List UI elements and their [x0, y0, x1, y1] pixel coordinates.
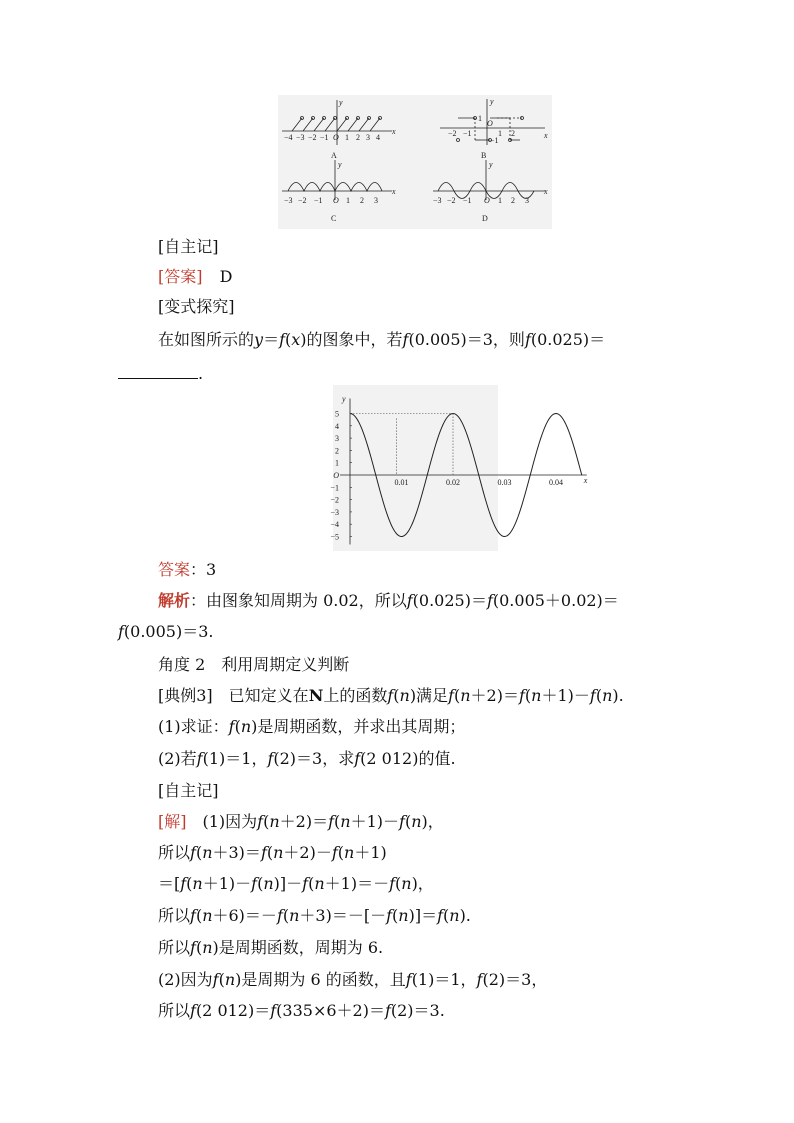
sine-y-tick: −2: [330, 495, 339, 505]
panel-c-tick: 3: [374, 196, 378, 205]
panel-c-origin: O: [333, 196, 339, 205]
s2-text: ＋3)＝: [212, 843, 261, 862]
ex-text: (: [393, 686, 400, 705]
s3-text: ＋1)＝－: [324, 874, 390, 893]
ex-text: ＋2)＝: [470, 686, 519, 705]
solution-line-6: [158, 970, 547, 990]
s1-text: ＋1)－: [350, 812, 400, 831]
analysis-text: f: [406, 591, 413, 610]
s7-text: f: [190, 1001, 196, 1020]
sine-y-tick: −3: [330, 507, 339, 517]
p1-text: n: [240, 717, 252, 736]
s4-text: ).: [459, 906, 471, 925]
panel-a-tick: 4: [376, 133, 380, 142]
s3-text: (: [395, 874, 402, 893]
sine-x-label: x: [583, 476, 588, 485]
ex-text: n: [602, 686, 613, 705]
p2-text: (2)＝3，求: [273, 749, 355, 768]
s4-text: f: [437, 906, 443, 925]
s3-text: )]－: [273, 874, 303, 893]
analysis-text: (0.005)＝3.: [123, 622, 214, 641]
self-note-1: [自主记]: [158, 237, 219, 256]
sine-chart-bg: [333, 385, 498, 551]
s1-text: )，: [421, 812, 444, 831]
ex-text: n: [531, 686, 542, 705]
panel-c-tick: −3: [284, 196, 293, 205]
p2-text: (1)＝1，: [202, 749, 268, 768]
p1-text: f: [228, 717, 235, 736]
s2-text: f: [331, 843, 338, 862]
panel-d-tick: −2: [447, 196, 456, 205]
figure-options-bg: [278, 95, 552, 229]
p2-text: (2 012)的值.: [360, 749, 456, 768]
question-line: [158, 330, 605, 350]
s6-text: (1)＝1，: [411, 970, 477, 989]
p2-text: f: [196, 749, 203, 768]
s3-text: f: [180, 874, 187, 893]
q-text: f: [402, 330, 409, 349]
s4-text: )]＝: [408, 906, 438, 925]
s7-text: (2 012)＝: [195, 1001, 271, 1020]
answer-blank-line: [118, 362, 203, 384]
s5-text: )是周期函数，周期为 6.: [212, 938, 384, 957]
s3-text: f: [251, 874, 258, 893]
s2-text: ＋2)－: [283, 843, 332, 862]
ex-text: 上的函数: [323, 686, 388, 705]
ex-text: N: [308, 686, 324, 705]
panel-a-tick: −4: [284, 133, 293, 142]
panel-a-tick: −2: [308, 133, 317, 142]
s1-text: f: [257, 812, 264, 831]
s4-text: f: [276, 906, 283, 925]
s4-text: ＋6)＝－: [212, 906, 277, 925]
ex-text: (: [595, 686, 603, 705]
analysis-line-1: [158, 591, 619, 611]
s6-text: )是周期为 6 的函数，且: [235, 970, 406, 989]
panel-d-tick: 3: [525, 196, 529, 205]
analysis-text: f: [118, 622, 124, 641]
panel-a-label: A: [331, 151, 337, 160]
panel-b-x-label: x: [544, 131, 548, 140]
s1-text: f: [399, 812, 405, 831]
solution-line-1: [158, 812, 444, 832]
s2-text: n: [273, 843, 284, 862]
q-text: y: [254, 330, 264, 349]
panel-a-tick: 3: [366, 133, 370, 142]
s4-text: (: [282, 906, 290, 925]
s5-text: (: [195, 938, 203, 957]
answer2-line: [158, 560, 216, 580]
answer-tag: [答案]: [158, 267, 203, 286]
ex-text: n: [460, 686, 471, 705]
p2-text: f: [267, 749, 274, 768]
s6-text: (: [218, 970, 225, 989]
s4-text: 所以: [158, 906, 191, 925]
s6-text: n: [224, 970, 236, 989]
panel-a-tick: −3: [296, 133, 305, 142]
s2-text: n: [202, 843, 213, 862]
panel-d-tick: 1: [498, 196, 502, 205]
sine-y-tick: −1: [330, 483, 339, 493]
s3-text: (: [257, 874, 264, 893]
s4-text: f: [386, 906, 393, 925]
sine-x-tick: 0.02: [446, 478, 460, 487]
q-text: (: [285, 330, 292, 349]
s6-text: (2)因为: [158, 970, 213, 989]
ex-text: f: [448, 686, 454, 705]
sine-y-tick: 3: [335, 434, 339, 444]
q-text: f: [279, 330, 285, 349]
s4-text: n: [398, 906, 409, 925]
s1-text: n: [269, 812, 280, 831]
panel-d-tick: −1: [463, 196, 472, 205]
s6-text: f: [476, 970, 483, 989]
s1-text: n: [411, 812, 422, 831]
s6-text: (2)＝3，: [482, 970, 548, 989]
p1-text: (1)求证：: [158, 717, 229, 736]
sine-y-tick: −4: [330, 520, 339, 530]
part1-line: [158, 717, 465, 737]
panel-b-label: B: [481, 151, 487, 160]
panel-d-label: D: [482, 214, 488, 223]
q-text: ＝: [263, 330, 280, 349]
ex-text: n: [399, 686, 410, 705]
solution-tag: [解]: [158, 812, 187, 831]
ex-text: ).: [612, 686, 624, 705]
s3-text: n: [192, 874, 203, 893]
s4-text: n: [449, 906, 460, 925]
panel-a-tick: 1: [345, 133, 349, 142]
solution-line-5: [158, 938, 383, 958]
s3-text: n: [314, 874, 325, 893]
s1-text: (: [334, 812, 341, 831]
panel-b-tick: 2: [511, 129, 515, 138]
sine-y-tick: 4: [335, 421, 339, 431]
analysis-text: f: [486, 591, 493, 610]
panel-b-y-label: y: [490, 97, 494, 106]
s2-text: n: [344, 843, 355, 862]
s4-text: (: [392, 906, 399, 925]
s2-text: (: [337, 843, 345, 862]
panel-c-x-label: x: [392, 187, 396, 196]
sine-x-tick: 0.01: [394, 478, 409, 487]
s3-text: (: [308, 874, 315, 893]
s2-text: 所以: [158, 843, 191, 862]
panel-b-tick: 1: [498, 129, 502, 138]
s2-text: ＋1): [354, 843, 387, 862]
s1-text: f: [328, 812, 335, 831]
ex-text: )满足: [409, 686, 449, 705]
s5-text: n: [202, 938, 213, 957]
answer-blank: [118, 362, 198, 379]
s3-text: (: [186, 874, 193, 893]
panel-b-ytick: 1: [478, 114, 482, 123]
panel-a-tick: −1: [320, 133, 329, 142]
figure-options: [0, 0, 794, 235]
s1-text: (: [404, 812, 412, 831]
s4-text: ＋3)＝－[－: [299, 906, 387, 925]
s1-text: ＋2)＝: [279, 812, 329, 831]
s7-text: f: [384, 1001, 391, 1020]
panel-d-tick: −3: [433, 196, 442, 205]
panel-a-y-label: y: [339, 98, 343, 107]
angle-heading: 角度 2 利用周期定义判断: [158, 655, 350, 674]
s7-text: (2)＝3.: [390, 1001, 445, 1020]
s3-text: n: [263, 874, 274, 893]
analysis-tag: 解析: [158, 591, 191, 610]
sine-x-tick: 0.04: [549, 478, 563, 487]
s1-text: (1)因为: [186, 812, 258, 831]
s7-text: f: [270, 1001, 277, 1020]
ex-text: f: [589, 686, 596, 705]
analysis-line-2: [118, 622, 213, 642]
solution-line-2: [158, 843, 387, 863]
p2-text: f: [354, 749, 361, 768]
q-text: f: [524, 330, 531, 349]
s7-text: 所以: [158, 1001, 191, 1020]
analysis-text: (0.025)＝: [412, 591, 487, 610]
s2-text: f: [190, 843, 196, 862]
variant-heading: [变式探究]: [158, 297, 235, 316]
answer2-value: ：3: [190, 560, 217, 579]
q-text: (0.005)＝3，则: [408, 330, 525, 349]
s7-text: (335×6＋2)＝: [276, 1001, 385, 1020]
sine-y-tick: −5: [330, 532, 339, 542]
s2-text: f: [260, 843, 267, 862]
panel-c-tick: 2: [360, 196, 364, 205]
q-text: 在如图所示的: [158, 330, 255, 349]
sine-x-tick: 0.03: [497, 478, 512, 487]
panel-c-label: C: [331, 214, 337, 223]
sine-y-tick: 5: [335, 409, 339, 419]
sine-y-label: y: [342, 394, 346, 404]
s2-text: (: [266, 843, 274, 862]
ex-text: ＋1)－: [541, 686, 590, 705]
q-text: )的图象中，若: [300, 330, 403, 349]
s3-text: f: [302, 874, 309, 893]
panel-a-x-label: x: [392, 127, 396, 136]
s5-text: f: [190, 938, 196, 957]
s4-text: (: [443, 906, 450, 925]
q-text: (0.025)＝: [530, 330, 606, 349]
s1-text: (: [263, 812, 270, 831]
p1-text: )是周期函数，并求出其周期；: [251, 717, 466, 736]
panel-b-origin: O: [487, 119, 493, 128]
analysis-text: (0.005＋0.02)＝: [492, 591, 619, 610]
s3-text: )，: [411, 874, 434, 893]
answer-line: [158, 267, 232, 287]
part2-line: [158, 749, 456, 769]
q-text: x: [291, 330, 301, 349]
ex-text: (: [524, 686, 532, 705]
sine-chart: [0, 383, 794, 553]
sine-y-tick: O: [333, 471, 339, 480]
panel-d-origin: O: [484, 196, 490, 205]
panel-d-x-label: x: [544, 187, 548, 196]
s4-text: (: [195, 906, 203, 925]
panel-b-tick: −1: [463, 129, 472, 138]
s4-text: n: [202, 906, 213, 925]
s6-text: f: [212, 970, 219, 989]
s4-text: f: [190, 906, 196, 925]
panel-a-tick: 2: [356, 133, 360, 142]
s3-text: ＝[: [158, 874, 181, 893]
self-note-2: [自主记]: [158, 781, 219, 800]
s2-text: (: [195, 843, 203, 862]
panel-c-y-label: y: [338, 160, 342, 169]
panel-c-tick: −2: [298, 196, 307, 205]
panel-b-tick: −2: [448, 129, 457, 138]
ex-text: f: [518, 686, 525, 705]
ex-text: f: [387, 686, 394, 705]
p1-text: (: [234, 717, 241, 736]
panel-d-tick: 2: [511, 196, 515, 205]
blank-period: .: [198, 364, 204, 383]
s3-text: ＋1)－: [202, 874, 252, 893]
panel-a-origin: O: [333, 133, 339, 142]
answer-value: D: [219, 267, 233, 286]
p2-text: (2)若: [158, 749, 197, 768]
example-line: [158, 686, 624, 706]
example-tag: [典例3]: [158, 686, 213, 705]
analysis-text: ：由图象知周期为 0.02，所以: [190, 591, 407, 610]
solution-line-3: [158, 874, 434, 894]
s6-text: f: [405, 970, 412, 989]
s4-text: n: [289, 906, 300, 925]
s3-text: f: [389, 874, 395, 893]
s1-text: n: [340, 812, 351, 831]
panel-b-ytick: −1: [490, 136, 499, 145]
sine-y-tick: 1: [335, 458, 339, 468]
ex-text: (: [453, 686, 461, 705]
s3-text: n: [401, 874, 412, 893]
panel-c-tick: 1: [346, 196, 350, 205]
solution-line-7: [158, 1001, 445, 1021]
answer2-tag: 答案: [158, 560, 191, 579]
panel-c-tick: −1: [314, 196, 323, 205]
sine-y-tick: 2: [335, 446, 339, 456]
s5-text: 所以: [158, 938, 191, 957]
panel-d-y-label: y: [489, 160, 493, 169]
solution-line-4: [158, 906, 471, 926]
ex-text: 已知定义在: [212, 686, 309, 705]
